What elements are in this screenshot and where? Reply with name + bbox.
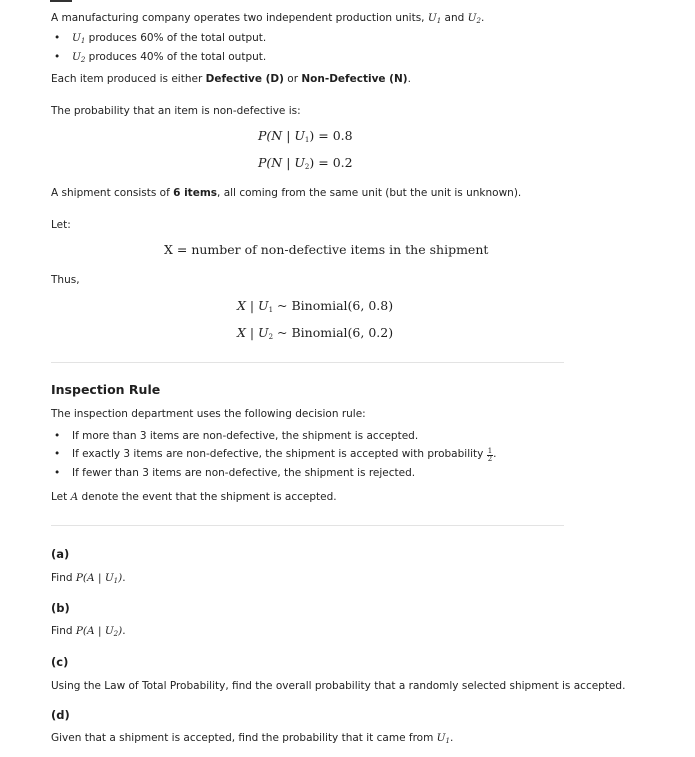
bullet-dot: • [54,32,61,44]
section-divider [51,525,564,526]
question-label-a: (a) [51,547,70,561]
thus-label: Thus, [51,274,80,286]
question-b-text: Find P(A | $U_2$). [51,625,126,638]
bullet-dot: • [54,467,61,479]
var-u1: $U_1$ [427,12,442,25]
list-item-rule-more: • If more than 3 items are non-defective, the shipment is accepted. [54,430,419,442]
question-label-d: (d) [51,708,70,722]
list-item-u1-share: • $U_1$ produces 60% of the total output. [54,32,267,45]
question-label-c: (c) [51,655,69,669]
bullet-dot: • [54,51,61,63]
question-a-text: Find P(A | $U_1$). [51,572,126,585]
list-item-u2-share: • $U_2$ produces 40% of the total output. [54,51,267,64]
equation-p-n-u2: P(N | $U_2) = 0.2$ [258,155,353,171]
definition-x: X = number of non-defective items in the shipment [164,242,489,257]
var-u1: $U_1$ [72,32,86,45]
bullet-dot: • [54,430,61,442]
nondefective-term: Non-Defective (N) [301,73,408,85]
section-divider [51,362,564,363]
var-u2: $U_2$ [467,12,481,25]
section-heading-inspection: Inspection Rule [51,382,161,397]
inspection-intro: The inspection department uses the following decision rule: [51,408,366,420]
fraction-one-half: $\frac{1}{2}$ [487,447,493,463]
equation-x-u2: X | $U_2$ ~ Binomial(6, 0.2) [237,325,394,341]
bullet-dot: • [54,448,61,460]
question-label-b: (b) [51,601,70,615]
top-divider-fragment [50,0,72,2]
equation-x-u1: X | $U_1$ ~ Binomial(6, 0.8) [237,298,394,314]
event-a-definition: Let A denote the event that the shipment is accepted. [51,491,337,503]
list-item-rule-fewer: • If fewer than 3 items are non-defective, the shipment is rejected. [54,467,416,479]
question-d-text: Given that a shipment is accepted, find the probability that it came from $U_1$. [51,732,454,745]
intro-paragraph: A manufacturing company operates two independent production units, $U_1$ and $U_2$. [51,12,485,25]
var-a: A [70,491,79,503]
shipment-size: 6 items [173,187,218,199]
probability-intro: The probability that an item is non-defective is: [51,105,301,117]
defective-term: Defective (D) [205,73,284,85]
let-label: Let: [51,219,71,231]
shipment-paragraph: A shipment consists of 6 items, all coming from the same unit (but the unit is unknown). [51,187,522,199]
definition-paragraph: Each item produced is either Defective (D) or Non-Defective (N). [51,73,411,85]
list-item-rule-exactly: • If exactly 3 items are non-defective, the shipment is accepted with probability $\frac{1}{2}$ . [54,447,497,463]
var-u2: $U_2$ [72,51,86,64]
equation-p-n-u1: P(N | $U_1) = 0.8$ [258,128,353,144]
question-c-text: Using the Law of Total Probability, find the overall probability that a randomly selected shipment is accepted. [51,680,626,692]
